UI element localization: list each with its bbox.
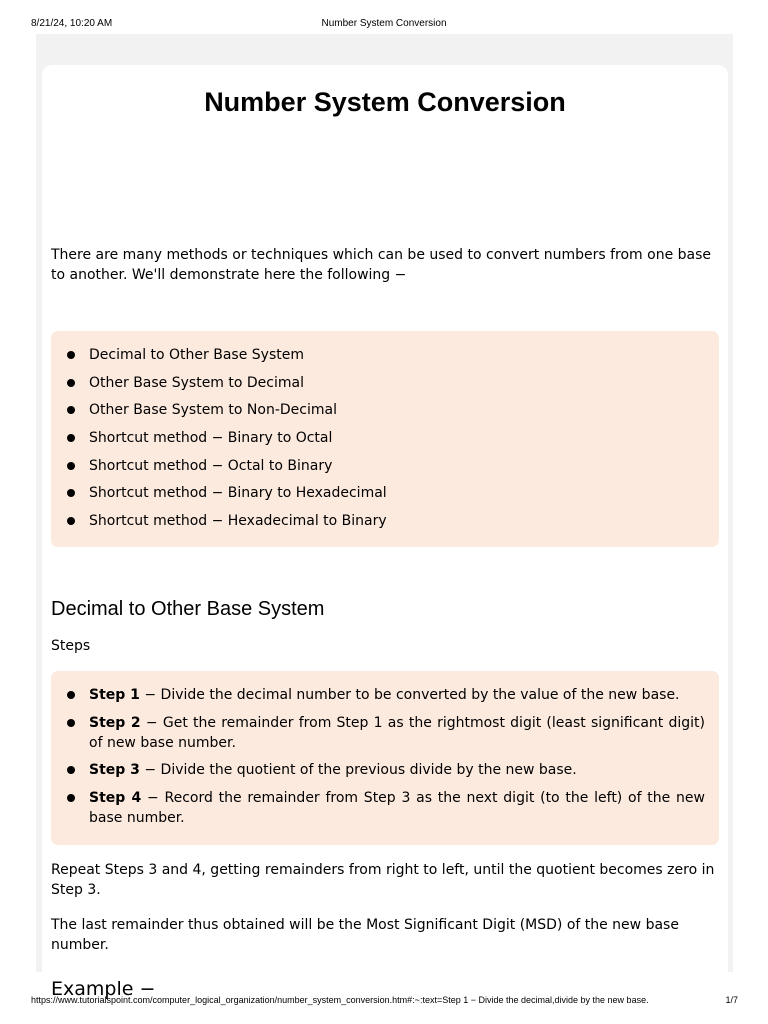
print-datetime: 8/21/24, 10:20 AM (31, 18, 113, 29)
bullet-icon (67, 794, 75, 802)
method-label: Shortcut method − Hexadecimal to Binary (89, 513, 387, 530)
print-page-number: 1/7 (725, 995, 738, 1005)
step-label: Step 1 (89, 687, 140, 703)
method-label: Other Base System to Non-Decimal (89, 402, 337, 419)
intro-paragraph: There are many methods or techniques which can be used to convert numbers from one base to another. We'll demonstrate here the following − (51, 247, 712, 283)
content-card (42, 65, 728, 1000)
step-text: − Divide the quotient of the previous divide by the new base. (139, 762, 577, 778)
bullet-icon (67, 489, 75, 497)
step-label: Step 2 (89, 714, 141, 731)
list-item (51, 428, 719, 448)
bullet-icon (67, 517, 75, 525)
print-header (0, 0, 768, 34)
method-label: Shortcut method − Binary to Hexadecimal (89, 485, 387, 502)
step-label: Step 4 (89, 789, 142, 806)
example-heading: Example − (51, 978, 156, 1000)
list-item (51, 685, 719, 705)
bullet-icon (67, 462, 75, 470)
list-item (51, 483, 719, 503)
bullet-icon (67, 766, 75, 774)
list-item (51, 713, 719, 753)
list-item (51, 456, 719, 476)
bullet-icon (67, 719, 75, 727)
list-item (51, 345, 719, 365)
steps-label: Steps (51, 638, 91, 654)
msd-paragraph: The last remainder thus obtained will be the Most Significant Digit (MSD) of the new base number. (51, 917, 679, 953)
method-label: Shortcut method − Binary to Octal (89, 430, 333, 447)
step-text: − Divide the decimal number to be converted by the value of the new base. (139, 687, 680, 703)
bullet-icon (67, 351, 75, 359)
steps-list-box (51, 671, 719, 845)
print-url: https://www.tutorialspoint.com/computer_logical_organization/number_system_conversion.htm#:~:text=Step 1 − Divide the decimal,divide by the new base. (31, 995, 649, 1005)
repeat-paragraph: Repeat Steps 3 and 4, getting remainders from right to left, until the quotient becomes zero in Step 3. (51, 862, 715, 898)
bullet-icon (67, 691, 75, 699)
list-item (51, 373, 719, 393)
step-text: − Get the remainder from Step 1 as the rightmost digit (least significant digit) of new base number. (89, 714, 705, 751)
methods-list-box (51, 331, 719, 547)
list-item (51, 788, 719, 828)
steps-list (51, 685, 719, 828)
print-doc-title: Number System Conversion (321, 18, 447, 29)
list-item (51, 511, 719, 531)
print-footer (0, 993, 768, 1013)
step-text: − Record the remainder from Step 3 as the next digit (to the left) of the new base number. (89, 789, 705, 826)
list-item (51, 760, 719, 780)
section-heading: Decimal to Other Base System (51, 598, 325, 620)
list-item (51, 400, 719, 420)
page-frame (36, 34, 733, 1000)
step-label: Step 3 (89, 762, 140, 778)
method-label: Other Base System to Decimal (89, 374, 304, 391)
methods-list (51, 345, 719, 531)
page-title: Number System Conversion (204, 87, 566, 117)
bullet-icon (67, 379, 75, 387)
bullet-icon (67, 406, 75, 414)
bullet-icon (67, 434, 75, 442)
method-label: Shortcut method − Octal to Binary (89, 457, 333, 474)
method-label: Decimal to Other Base System (89, 347, 304, 363)
